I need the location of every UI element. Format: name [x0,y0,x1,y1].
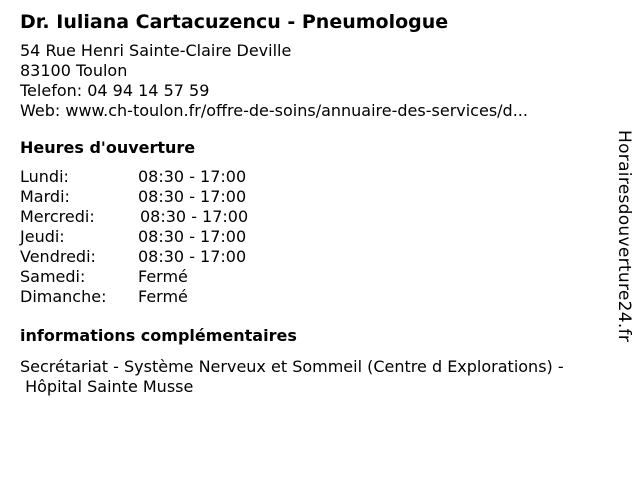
info-text-line: Hôpital Sainte Musse [20,377,194,396]
day-label: Samedi: [20,267,86,286]
hours-heading: Heures d'ouverture [20,138,196,157]
time-value: 08:30 - 17:00 [138,187,247,206]
time-value: 08:30 - 17:00 [140,207,249,226]
info-text [20,357,610,397]
day-label: Lundi: [20,167,69,186]
day-label: Mardi: [20,187,70,206]
street-address: 54 Rue Henri Sainte-Claire Deville [20,41,292,60]
day-label: Vendredi: [20,247,96,266]
city: 83100 Toulon [20,61,128,80]
day-label: Jeudi: [20,227,65,246]
hours-row [20,287,610,307]
hours-row [20,167,610,187]
address-block [20,41,610,121]
hours-row [20,207,610,227]
website: Web: www.ch-toulon.fr/offre-de-soins/annuaire-des-services/d... [20,101,528,120]
hours-row [20,247,610,267]
info-heading: informations complémentaires [20,326,297,345]
day-label: Dimanche: [20,287,107,306]
hours-row [20,227,610,247]
hours-list [20,167,610,307]
time-value: 08:30 - 17:00 [138,227,247,246]
practice-card [20,10,610,397]
day-label: Mercredi: [20,207,95,226]
hours-row [20,267,610,287]
time-value: Fermé [138,287,188,306]
phone: Telefon: 04 94 14 57 59 [20,81,210,100]
time-value: 08:30 - 17:00 [138,247,247,266]
page-title: Dr. Iuliana Cartacuzencu - Pneumologue [20,11,449,33]
info-text-line: Secrétariat - Système Nerveux et Sommeil (Centre d Explorations) - [20,357,564,376]
site-watermark: Horairesdouverture24.fr [614,130,634,343]
time-value: Fermé [138,267,188,286]
hours-row [20,187,610,207]
time-value: 08:30 - 17:00 [138,167,247,186]
